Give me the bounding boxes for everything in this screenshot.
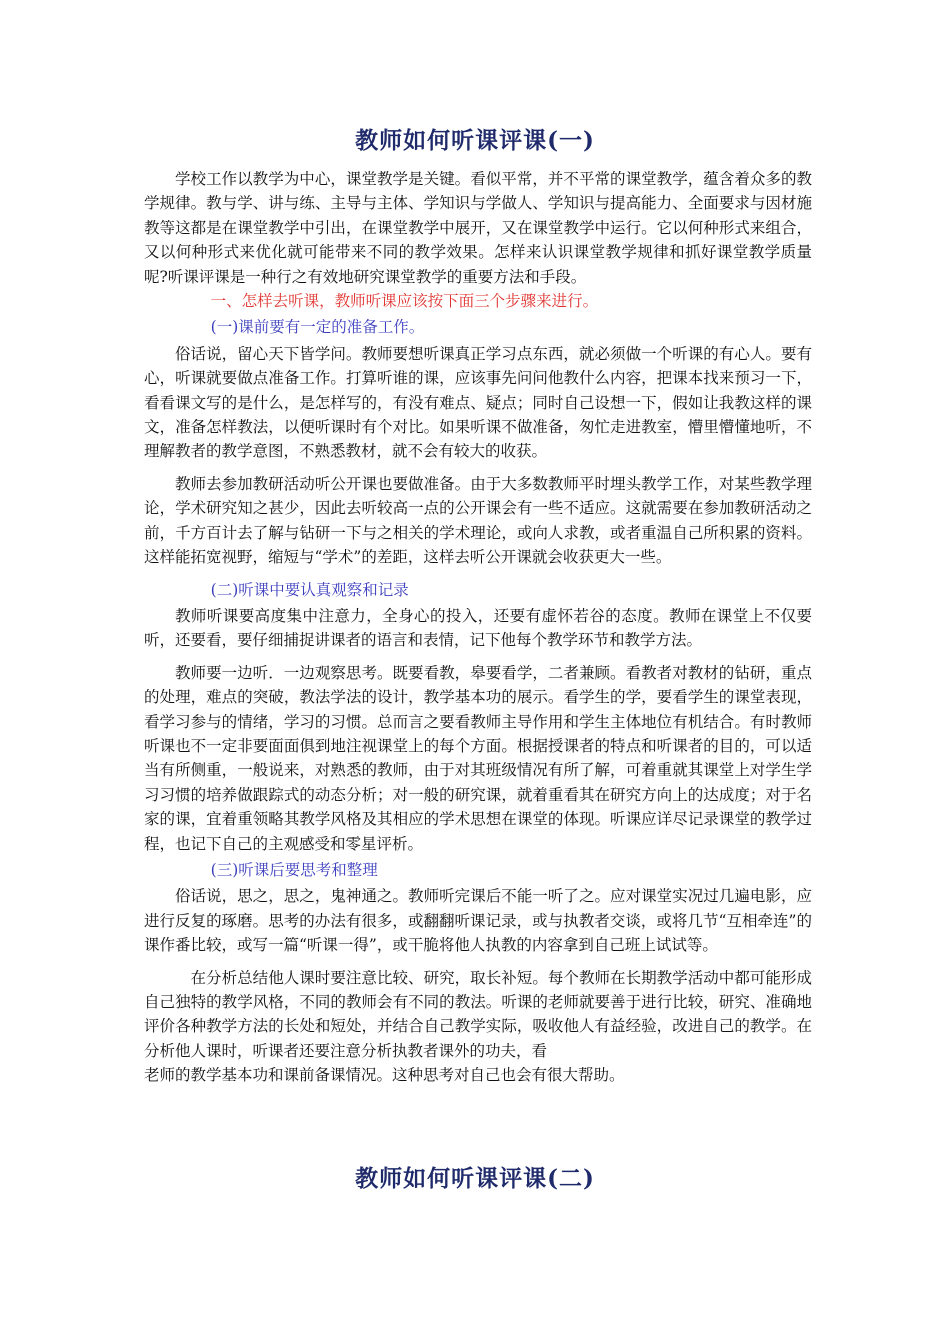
section-1-paragraph-2: 教师去参加教研活动听公开课也要做准备。由于大多数教师平时埋头教学工作，对某些教学理论，学术研究知之甚少，因此去听较高一点的公开课会有一些不适应。这就需要在参加教研活动之前，千方百计去了解与钻研一下与之相关的学术理论，或向人求教，或者重温自己所积累的资料。这样能拓宽视野，缩短与“学术”的差距，这样去听公开课就会收获更大一些。	[144, 474, 812, 567]
main-heading: 一、怎样去听课，教师听课应该按下面三个步骤来进行。	[210, 292, 599, 311]
section-heading-2: (二)听课中要认真观察和记录	[210, 580, 409, 599]
section-3-paragraph-3: 老师的教学基本功和课前备课情况。这种思考对自己也会有很大帮助。	[144, 1066, 625, 1085]
section-heading-3: (三)听课后要思考和整理	[210, 860, 378, 879]
section-2-paragraph-1: 教师听课要高度集中注意力，全身心的投入，还要有虚怀若谷的态度。教师在课堂上不仅要听，还要看，要仔细捕捉讲课者的语言和表情，记下他每个教学环节和教学方法。	[144, 606, 812, 650]
section-3-paragraph-2: 在分析总结他人课时要注意比较、研究，取长补短。每个教师在长期教学活动中都可能形成自己独特的教学风格，不同的教师会有不同的教法。听课的老师就要善于进行比较，研究、准确地评价各种教学方法的长处和短处，并结合自己教学实际，吸收他人有益经验，改进自己的教学。在分析他人课时，听课者还要注意分析执教者课外的功夫，看	[144, 968, 812, 1060]
section-2-paragraph-2: 教师要一边听．一边观察思考。既要看教，皋要看学，二者兼顾。看教者对教材的钻研，重点的处理，难点的突破，教法学法的设计，教学基本功的展示。看学生的学，要看学生的课堂表现，看学习参与的情绪，学习的习惯。总而言之要看教师主导作用和学生主体地位有机结合。有时教师听课也不一定非要面面俱到地注视课堂上的每个方面。根据授课者的特点和听课者的目的，可以适当有所侧重，一般说来，对熟悉的教师，由于对其班级情况有所了解，可着重就其课堂上对学生学习习惯的培养做跟踪式的动态分析；对一般的研究课，就着重看其在研究方向上的达成度；对于名家的课，宜着重领略其教学风格及其相应的学术思想在课堂的体现。听课应详尽记录课堂的教学过程，也记下自己的主观感受和零星评析。	[144, 663, 812, 853]
document-body	[144, 167, 812, 1088]
section-3-paragraph-1: 俗话说，思之，思之，鬼神通之。教师听完课后不能一听了之。应对课堂实况过几遍电影，应进行反复的琢磨。思考的办法有很多，或翻翻听课记录，或与执教者交谈，或将几节“互相牵连”的课作番比较，或写一篇“听课一得”，或干脆将他人执教的内容拿到自己班上试试等。	[144, 887, 812, 955]
document-title-1: 教师如何听课评课(一)	[355, 127, 595, 154]
intro-paragraph: 学校工作以教学为中心，课堂教学是关键。看似平常，并不平常的课堂教学，蕴含着众多的教学规律。教与学、讲与练、主导与主体、学知识与学做人、学知识与提高能力、全面要求与因材施教等这都是在课堂教学中引出，在课堂教学中展开，又在课堂教学中运行。它以何种形式来组合，又以何种形式来优化就可能带来不同的教学效果。怎样来认识课堂教学规律和抓好课堂教学质量呢?听课评课是一种行之有效地研究课堂教学的重要方法和手段。	[144, 170, 812, 286]
section-heading-1: (一)课前要有一定的准备工作。	[210, 318, 425, 337]
document-title-2: 教师如何听课评课(二)	[355, 1165, 595, 1192]
section-1-paragraph-1: 俗话说，留心天下皆学问。教师要想听课真正学习点东西，就必须做一个听课的有心人。要有心，听课就要做点准备工作。打算听谁的课，应该事先问问他教什么内容，把课本找来预习一下，看看课文写的是什么，是怎样写的，有没有难点、疑点；同时自己设想一下，假如让我教这样的课文，准备怎样教法，以便听课时有个对比。如果听课不做准备，匆忙走进教室，懵里懵懂地听，不理解教者的教学意图，不熟悉教材，就不会有较大的收获。	[144, 344, 812, 461]
